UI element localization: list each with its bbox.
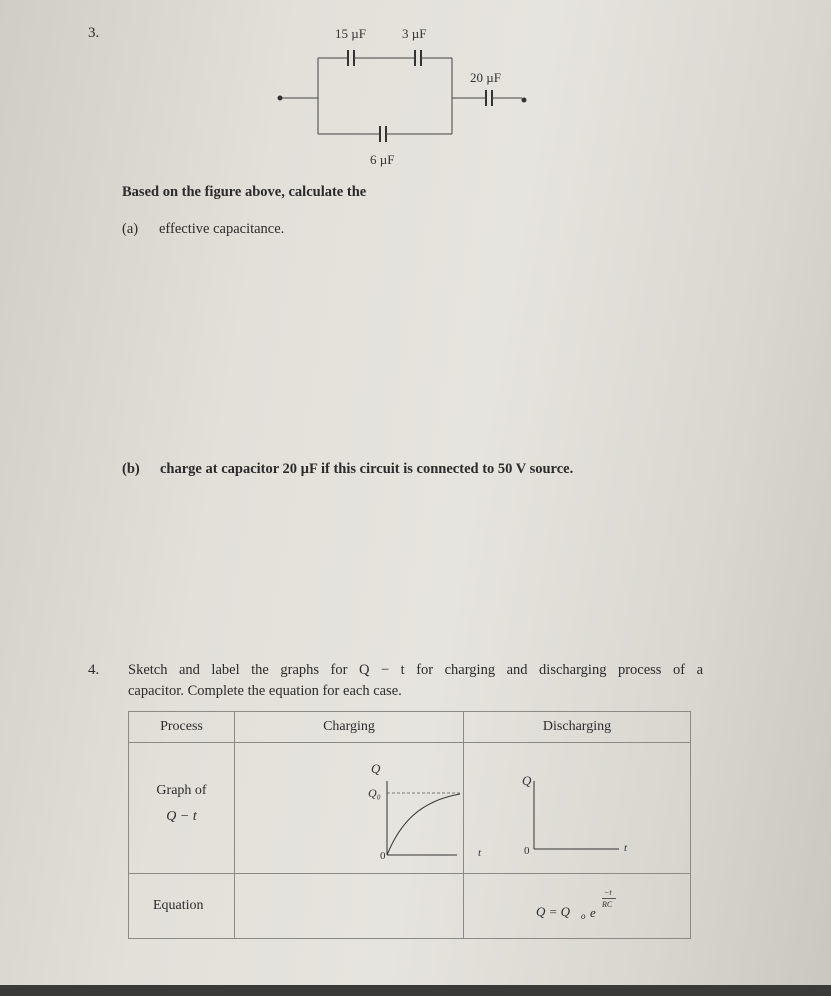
q3-part-b-label: (b) [122, 461, 140, 477]
label-6uF: 6 µF [370, 152, 395, 167]
discharging-graph-cell [464, 743, 691, 874]
charging-graph-cell [235, 743, 482, 874]
discharging-graph [464, 743, 690, 873]
charging-x-label: t [478, 847, 482, 859]
eq-exp-num: −t [604, 888, 612, 897]
q4-process-table [128, 711, 691, 939]
label-15uF: 15 µF [335, 26, 366, 41]
capacitor-6uF [380, 126, 386, 142]
charging-graph [235, 743, 482, 873]
question-4-number: 4. [88, 662, 100, 678]
discharging-y-label: Q [522, 773, 532, 788]
page-bottom-edge [0, 985, 831, 996]
q3-part-a-label: (a) [122, 221, 139, 237]
question-3-number: 3. [88, 25, 100, 41]
charging-q0-label: Q₀ [368, 786, 381, 800]
right-terminal-dot [522, 98, 527, 103]
discharging-equation [464, 874, 690, 938]
discharging-origin: 0 [524, 845, 530, 857]
left-terminal-dot [278, 96, 283, 101]
q3-part-b-text: charge at capacitor 20 µF if this circuit is connected to 50 V source. [160, 461, 574, 477]
eq-exp-den: RC [602, 900, 613, 909]
label-20uF: 20 µF [470, 70, 501, 85]
header-discharging: Discharging [464, 712, 691, 743]
capacitor-20uF [486, 90, 492, 106]
charging-curve [387, 794, 460, 855]
q4-line-2: capacitor. Complete the equation for each case. [128, 683, 402, 699]
eq-lhs: Q = Q [536, 904, 571, 919]
charging-equation-cell [235, 874, 464, 939]
q4-line-1: Sketch and label the graphs for Q − t for charging and discharging process of a [128, 662, 703, 678]
header-charging: Charging [235, 712, 464, 743]
q3-intro: Based on the figure above, calculate the [122, 184, 367, 200]
capacitor-circuit-diagram [260, 20, 560, 180]
eq-exp-bar [602, 898, 616, 899]
charging-origin: 0 [380, 850, 386, 862]
charging-y-label: Q [371, 761, 381, 776]
graph-label-line1: Graph of [156, 783, 207, 798]
eq-sub: o [581, 911, 586, 921]
discharging-x-label: t [624, 842, 628, 854]
discharging-equation-cell [464, 874, 691, 939]
header-process: Process [129, 712, 235, 743]
capacitor-3uF [415, 50, 421, 66]
capacitor-15uF [348, 50, 354, 66]
eq-base: e [590, 905, 596, 920]
graph-label-cell [129, 743, 235, 874]
q3-part-a-text: effective capacitance. [159, 221, 285, 237]
graph-label-line2: Q − t [166, 809, 197, 824]
label-3uF: 3 µF [402, 26, 427, 41]
equation-label: Equation [129, 874, 235, 939]
